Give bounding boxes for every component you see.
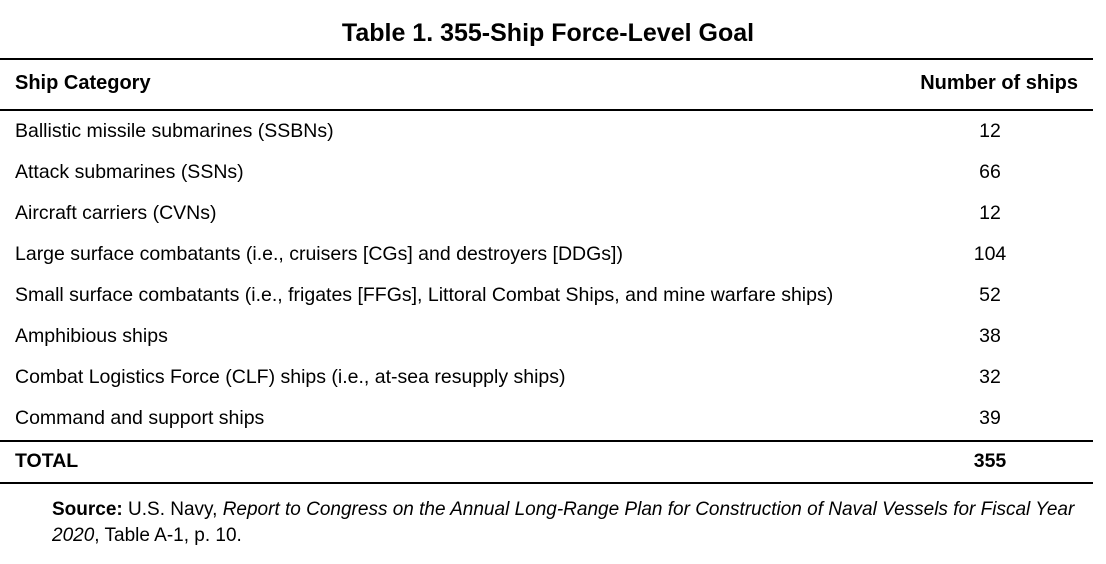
table-row [0, 240, 1093, 281]
header-number-of-ships: Number of ships [920, 72, 1078, 94]
row-category: Ballistic missile submarines (SSBNs) [15, 120, 334, 142]
table-row [0, 404, 1093, 445]
source-post: , Table A-1, p. 10. [94, 525, 242, 546]
row-number: 66 [979, 161, 1001, 183]
row-category: Small surface combatants (i.e., frigates [FFGs], Littoral Combat Ships, and mine warfare ships) [15, 284, 834, 306]
row-number: 104 [973, 243, 1007, 265]
source-pre: U.S. Navy, [122, 499, 223, 520]
row-category: Attack submarines (SSNs) [15, 161, 244, 183]
row-category: Combat Logistics Force (CLF) ships (i.e., at-sea resupply ships) [15, 366, 566, 388]
source-report-title: Report to Congress on the Annual Long-Range Plan for Construction of Naval Vessels for Fiscal Year 2020 [52, 499, 1075, 546]
source-note [52, 497, 1092, 549]
table-row [0, 322, 1093, 363]
row-category: Large surface combatants (i.e., cruisers [CGs] and destroyers [DDGs]) [15, 243, 623, 265]
table-title: Table 1. 355-Ship Force-Level Goal [341, 19, 755, 47]
total-number: 355 [973, 450, 1007, 472]
row-number: 52 [979, 284, 1001, 306]
row-category: Amphibious ships [15, 325, 168, 347]
table-row [0, 363, 1093, 404]
total-label: TOTAL [15, 450, 79, 472]
total-rule [0, 440, 1093, 442]
row-number: 32 [979, 366, 1001, 388]
row-number: 12 [979, 202, 1001, 224]
table-row [0, 158, 1093, 199]
row-category: Command and support ships [15, 407, 265, 429]
row-category: Aircraft carriers (CVNs) [15, 202, 217, 224]
source-label: Source: [52, 499, 123, 520]
top-rule [0, 58, 1093, 60]
header-ship-category: Ship Category [15, 72, 151, 94]
row-number: 38 [979, 325, 1001, 347]
bottom-rule [0, 482, 1093, 484]
table-row [0, 117, 1093, 158]
row-number: 12 [979, 120, 1001, 142]
table-row [0, 281, 1093, 322]
row-number: 39 [979, 407, 1001, 429]
table-row [0, 199, 1093, 240]
header-rule [0, 109, 1093, 111]
